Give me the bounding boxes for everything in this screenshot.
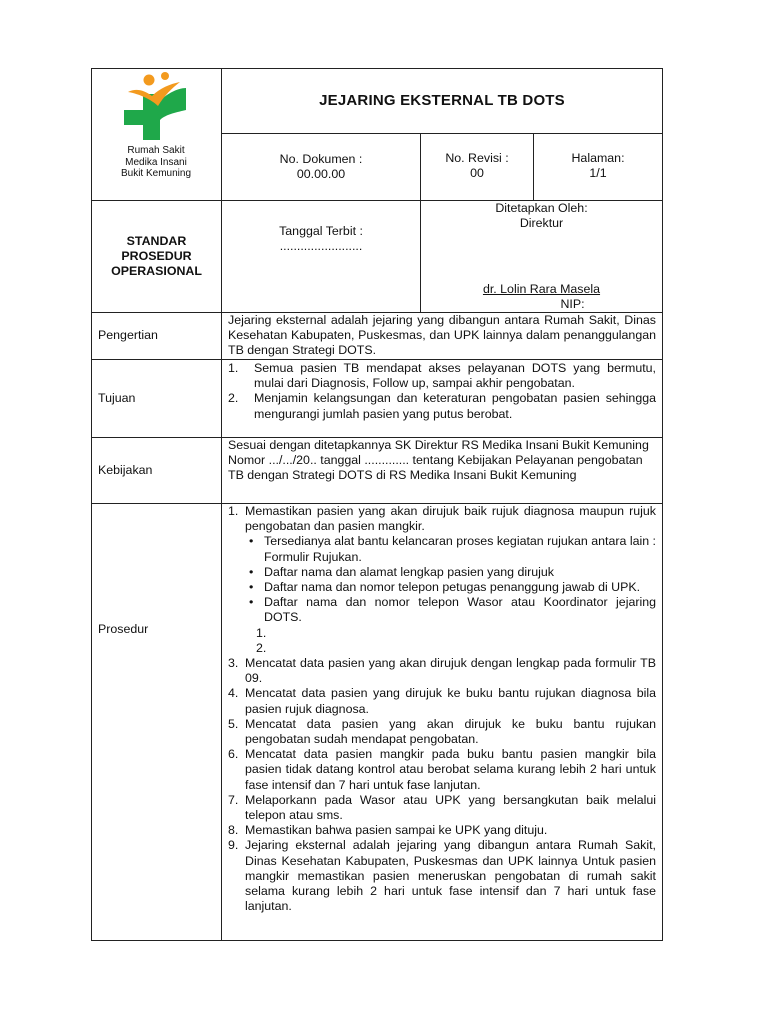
list-item: 1. Memastikan pasien yang akan dirujuk baik rujuk diagnosa maupun rujuk pengobatan dan pasien mangkir. — [228, 504, 656, 534]
hospital-name-line: Medika Insani — [125, 156, 187, 168]
tujuan-list — [228, 361, 656, 422]
sub-numbers: 1. 2. — [256, 625, 267, 655]
table-border-right — [662, 68, 663, 941]
prosedur-list — [228, 504, 656, 534]
hospital-header — [91, 68, 221, 200]
list-item: • Daftar nama dan alamat lengkap pasien yang dirujuk — [249, 564, 554, 579]
set-by-label: Ditetapkan Oleh: — [495, 201, 588, 215]
revision-label: No. Revisi : — [445, 151, 509, 165]
sop-label-line: OPERASIONAL — [111, 264, 202, 278]
list-item: 2. Menjamin kelangsungan dan keteraturan pengobatan pasien sehingga mengurangi jumlah pasien yang putus berobat. — [228, 391, 656, 421]
row-label-pengertian: Pengertian — [98, 328, 158, 343]
pengertian-text: Jejaring eksternal adalah jejaring yang dibangun antara Rumah Sakit, Dinas Kesehatan Kabupaten, Puskesmas, dan UPK lainnya dalam penanggulangan TB dengan Strategi DOTS. — [228, 313, 656, 358]
list-item: 9. Jejaring eksternal adalah jejaring yang dibangun antara Rumah Sakit, Dinas Kesehatan Kabupaten, Puskesmas dan UPK lainnya Untuk pasien mangkir memastikan pasien meneruskan pengobatan di rumah sakit selama kurang lebih 2 hari untuk fase intensif dan 7 hari untuk fase lanjutan. — [228, 838, 656, 914]
list-item: 3. Mencatat data pasien yang akan dirujuk dengan lengkap pada formulir TB 09. — [228, 656, 656, 686]
list-item: 6. Mencatat data pasien mangkir pada buku bantu pasien mangkir bila pasien tidak datang kontrol atau berobat selama kurang lebih 2 hari untuk fase intensif dan 7 hari untuk fase lanjutan. — [228, 747, 656, 792]
row-label-kebijakan: Kebijakan — [98, 462, 153, 477]
revision-value: 00 — [470, 166, 484, 181]
list-item: • Tersedianya alat bantu kelancaran proses kegiatan rujukan antara lain : Formulir Rujukan. — [249, 534, 656, 564]
sop-label-line: STANDAR — [126, 234, 187, 248]
prosedur-bullets — [228, 534, 656, 625]
nip-label: NIP: — [560, 297, 585, 312]
row-label-tujuan: Tujuan — [98, 390, 136, 405]
signer-name: dr. Lolin Rara Masela — [482, 282, 601, 296]
doc-number-label: No. Dokumen : — [279, 151, 363, 166]
table-border-bottom — [91, 940, 663, 941]
list-item: 1. Semua pasien TB mendapat akses pelayanan DOTS yang bermutu, mulai dari Diagnosis, Follow up, sampai akhir pengobatan. — [228, 361, 656, 391]
document-title: JEJARING EKSTERNAL TB DOTS — [319, 92, 565, 110]
hospital-logo-icon — [122, 70, 188, 142]
list-item: • Daftar nama dan nomor telepon Wasor atau Koordinator jejaring DOTS. — [249, 595, 656, 625]
list-item: 7. Melaporkann pada Wasor atau UPK yang bersangkutan baik melalui telepon atau sms. — [228, 792, 656, 823]
list-item: 5. Mencatat data pasien yang akan dirujuk ke buku bantu rujukan pengobatan sudah mendapat pengobatan. — [228, 716, 656, 747]
page-value: 1/1 — [589, 166, 607, 181]
list-item: • Daftar nama dan nomor telepon petugas penanggung jawab di UPK. — [249, 580, 641, 595]
issue-date-value: ........................ — [279, 239, 363, 254]
hospital-name-line: Bukit Kemuning — [120, 168, 192, 179]
kebijakan-text: Sesuai dengan ditetapkannya SK Direktur RS Medika Insani Bukit Kemuning Nomor .../.../20.. tanggal ............. tentang Kebijakan Pelayanan pengobatan TB dengan Strategi DOTS di RS Medika Insani Bukit Kemuning — [228, 438, 649, 483]
sop-document — [91, 68, 663, 940]
prosedur-steps — [228, 656, 656, 914]
list-item: 4. Mencatat data pasien yang dirujuk ke buku bantu rujukan diagnosa bila pasien rujuk diagnosa. — [228, 686, 656, 716]
doc-number-value: 00.00.00 — [296, 167, 346, 181]
list-item: 8. Memastikan bahwa pasien sampai ke UPK yang dituju. — [228, 823, 548, 838]
issue-date-label: Tanggal Terbit : — [279, 224, 363, 238]
sop-label-line: PROSEDUR — [121, 249, 192, 263]
hospital-name-line: Rumah Sakit — [127, 145, 185, 156]
set-by-role: Direktur — [519, 216, 564, 231]
row-label-prosedur: Prosedur — [98, 622, 149, 637]
page-label: Halaman: — [571, 151, 625, 165]
